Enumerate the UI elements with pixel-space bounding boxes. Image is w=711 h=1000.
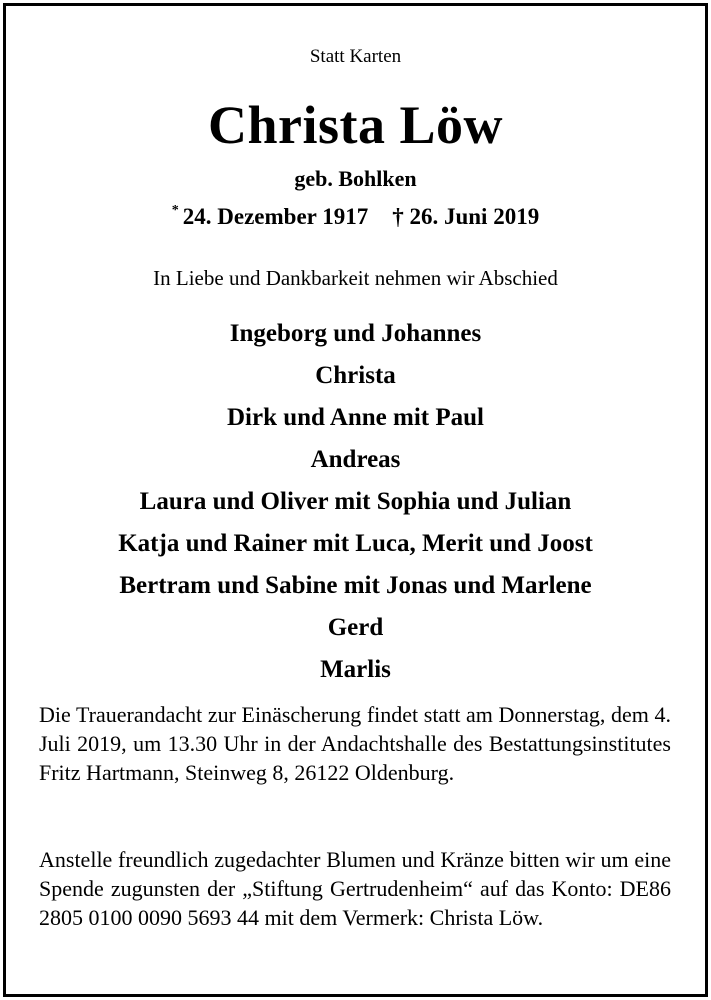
obituary-notice [3, 3, 708, 997]
mourner-line: Gerd [327, 614, 384, 641]
mourner-line: Bertram und Sabine mit Jonas und Marlene [119, 572, 592, 599]
mourners-list [6, 313, 705, 691]
donation-paragraph: Anstelle freundlich zugedachter Blumen und Kränze bitten wir um eine Spende zugunsten der „Stiftung Gertrudenheim“ auf das Konto: DE86 2805 0100 0090 5693 44 mit dem Vermerk: Christa Löw. [39, 847, 671, 930]
mourner-line: Dirk und Anne mit Paul [226, 404, 484, 431]
top-line: Statt Karten [309, 46, 402, 67]
farewell-line: In Liebe und Dankbarkeit nehmen wir Abschied [153, 266, 558, 290]
service-paragraph: Die Trauerandacht zur Einäscherung findet statt am Donnerstag, dem 4. Juli 2019, um 13.30 Uhr in der Andachtshalle des Bestattungsinstitutes Fritz Hartmann, Steinweg 8, 26122 Oldenburg. [39, 702, 671, 785]
death-date: † 26. Juni 2019 [392, 204, 540, 229]
birth-date: 24. Dezember 1917 [182, 204, 369, 229]
mourner-line: Christa [315, 362, 396, 389]
mourner-line: Andreas [310, 446, 401, 473]
mourner-line: Ingeborg und Johannes [229, 320, 482, 347]
mourner-line: Katja und Rainer mit Luca, Merit und Joost [118, 530, 593, 557]
mourner-line: Laura und Oliver mit Sophia und Julian [139, 488, 572, 515]
birth-name: geb. Bohlken [294, 166, 417, 191]
deceased-name: Christa Löw [207, 95, 503, 155]
mourner-line: Marlis [320, 656, 391, 683]
birth-symbol: * [171, 203, 179, 218]
life-dates [6, 203, 705, 230]
